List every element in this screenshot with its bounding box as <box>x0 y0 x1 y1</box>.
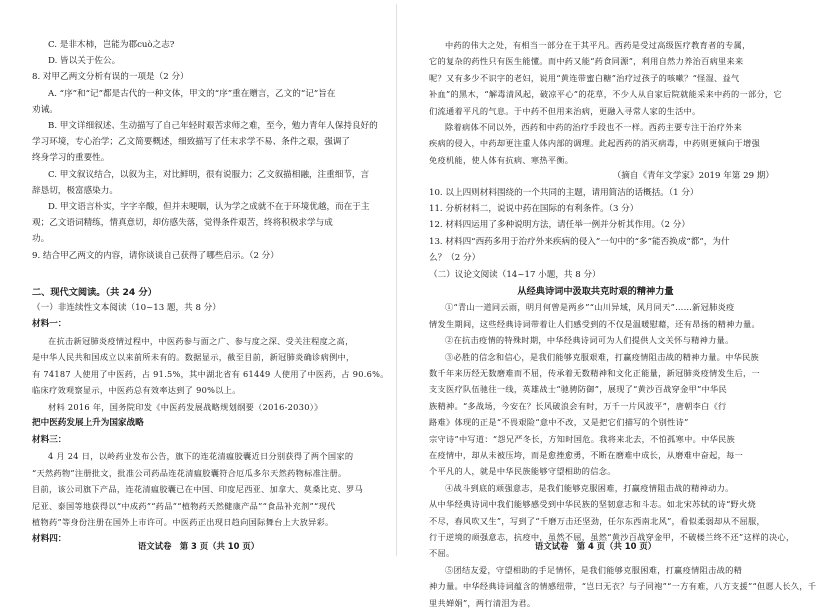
essay-line: 情发生期间，这些经典诗词带着让人们感受到的不仅是温暖慰藉，还有昂扬的精神力量。 <box>429 318 761 329</box>
material-line: 4 月 24 日，以岭药业发布公告，旗下的连花清瘟胶囊近日分别获得了两个国家的 <box>48 451 354 462</box>
essay-line: ⑤团结友爱，守望相助的手足情怀，是我们能够克服困难，打赢疫情阻击战的精 <box>445 564 743 575</box>
right-page-footer: 语文试卷 第 4 页（共 10 页） <box>534 541 657 551</box>
material-line: 目前，该公司旗下产品，连花清瘟胶囊已在中国、印度尼西亚、加拿大、莫桑比克、罗马 <box>32 484 364 495</box>
question-line: 13. 材料四“西药多用于治疗外来疾病的侵入”一句中的“多”能否换成“都”，为什 <box>429 236 730 247</box>
essay-line: 宗守诗”中写道：“怨兄严冬长，方知时国危。我将来北去，不怕孤寒中。中华民族 <box>429 433 736 444</box>
question-line: D. 皆以关于佐公。 <box>48 56 121 67</box>
source-citation: （摘自《青年文学家》2019 年第 29 期） <box>612 171 774 182</box>
material-title: 把中医药发展上升为国家战略 <box>32 418 144 429</box>
essay-line: 在疫情中，却从未被压垮，而是愈挫愈勇，不断在磨难中成长，从磨难中奋起，每一 <box>429 450 744 460</box>
subsection-title: （二）议论文阅读（14~17 小题，共 8 分） <box>429 269 601 280</box>
question-line: 12. 材料四运用了多种说明方法，请任举一例并分析其作用。（2 分） <box>429 220 690 231</box>
question-line: B. 甲文详细叙述、生动描写了自己年轻时艰苦求师之难，至今，勉力青年人保持良好的 <box>48 121 378 131</box>
question-line: C. 甲文叙议结合，以叙为主，对比鲜明，很有说服力；乙文叙描相融，注重细节，言 <box>48 169 370 180</box>
essay-line: 行于逆境的顽强意志，抗疫中，虽然不屈，虽然“黄沙百战穿金甲，不破楼兰终不还”这样的决心， <box>429 532 795 542</box>
essay-line: ②在抗击疫情的特殊时期，中华经典诗词可为人们提供人文关怀与精神力量。 <box>445 335 734 346</box>
paragraph-line: 它的复杂的药性只有医生能懂。而中药又能“药食同源”，利用自然力养治百病里来来 <box>429 56 744 67</box>
material-line: 尼亚、泰国等地获得以“中成药”“药品”“植物药天然健康产品”“食品补充剂”“现代 <box>32 500 336 511</box>
question-line: A. “序”和“记”都是古代的一种文体，甲文的“序”重在赠言，乙文的“记”旨在 <box>48 88 336 99</box>
paragraph-line: 疾病的侵入，中药却更注重人体内部的调理。此起西药的消灭病毒，中药则更倾向于增强 <box>429 138 761 149</box>
question-line: 9. 结合甲乙两文的内容，请你谈谈自己获得了哪些启示。（2 分） <box>32 250 279 261</box>
essay-line: 不尽，春风吹又生”，写到了“千磨万击还坚劲，任尔东西南北风”，看似柔弱却从不屈服， <box>429 515 765 526</box>
essay-line: 路难》体现的正是“不畏艰险“意中不改，又是把它们描写的个别性诗” <box>429 417 689 428</box>
essay-line: 从中华经典诗词中我们能够感受到中华民族的坚韧意志和斗志。如北宋苏轼的诗“野火烧 <box>429 499 757 510</box>
material-label: 材料一： <box>32 319 67 330</box>
essay-line: 神力量。中华经典诗词蕴含的情感纽带，“岂曰无衣？与子同袍”“一方有难，八方支援”“但愿人长久，千 <box>429 581 816 592</box>
material-label: 材料四： <box>32 533 67 544</box>
essay-line: 数千年来历经无数磨难而不屈，传承着无数精神和文化正能量，新冠肺炎疫情发生后，一 <box>429 368 761 378</box>
question-line: 终身学习的重要性。 <box>32 153 110 164</box>
essay-line: 族精神。“多战场，今安在？长风破浪会有时，万千一片风波平”，唐朝李白《行 <box>429 400 727 411</box>
question-line: 劝诫。 <box>32 104 58 115</box>
paragraph-line: 补血”的黑木，“解毒清风起，破凉平心”的花草，不少人从自家后院就能采来中药的一部分，它 <box>429 89 782 100</box>
essay-title: 从经典诗词中汲取共克时艰的精神力量 <box>517 286 674 297</box>
paragraph-line: 们流通着平凡的气息。于中药不但用来治病，更融入寻常人家的生活中。 <box>429 105 701 116</box>
essay-line: 不屈。 <box>429 548 455 559</box>
right-page <box>397 0 816 608</box>
material-line: 在抗击新冠肺炎疫情过程中，中医药参与面之广、参与度之深、受关注程度之高， <box>48 335 354 346</box>
material-line: 临床疗效观察显示，中医药总有效率达到了 90%以上。 <box>32 385 241 396</box>
essay-line: 个平凡的人，就是中华民族能够守望相助的信念。 <box>429 466 616 477</box>
left-page-footer: 语文试卷 第 3 页（共 10 页） <box>137 541 260 551</box>
material-line: 有 74187 人使用了中医药，占 91.5%，其中湖北省有 61449 人使用了中医药，占 90.6%。 <box>32 368 389 379</box>
material-line: 植物药”等身份注册在国外上市许可。中医药正出现日趋向国际舞台上大放异彩。 <box>32 517 334 528</box>
paragraph-line: 呢？又有多少不识字的老妇，说用“黄连带蜜白糖”治疗过孩子的咳嗽？“怪湿、益气 <box>429 72 740 83</box>
question-line: 观；乙文语词精练，情真意切，却仿感失落，觉得条件艰苦，终将积极求学与成 <box>32 218 333 229</box>
material-line: 是中华人民共和国成立以来前所未有的。数据显示，截至目前，新冠肺炎确诊病例中， <box>32 352 355 363</box>
question-line: 么？（2 分） <box>429 253 481 264</box>
section-title: 二、现代文阅读。（共 24 分） <box>32 286 157 298</box>
question-line: D. 甲文语言朴实，字字辛酸，但并未哽咽，认为学之成就不在于环境优越，而在于主 <box>48 202 370 212</box>
question-line: 8. 对甲乙两文分析有误的一项是（2 分） <box>32 72 189 83</box>
question-line: C. 是非木柿，岂能为郡cuò之志? <box>48 40 175 50</box>
question-line: 功。 <box>32 234 50 245</box>
paragraph-line: 除着病体不同以外，西药和中药的治疗手段也不一样。西药主要专注于治疗外来 <box>445 122 743 132</box>
essay-line: ①“青山一道同云雨，明月何曾是两乡”“山川异域，风月同天”……新冠肺炎疫 <box>445 302 735 313</box>
material-source: 材料 2016 年，国务院印发《中医药发展战略规划纲要（2016-2030）》 <box>48 401 323 412</box>
material-label: 材料三： <box>32 434 67 445</box>
paragraph-line: 中药的伟大之处，有相当一部分在于其平凡。西药是受过高级医疗教育者的专属， <box>445 40 751 50</box>
essay-line: 支支医疗队伍驰往一线，英雄战士“驰骋防御”，展现了“黄沙百战穿金甲”中华民 <box>429 384 728 395</box>
question-line: 学习环境，专心治学；乙文简要概述，细致描写了任末求学不易、条件之艰，强调了 <box>32 137 350 148</box>
essay-line: 里共婵娟”，两行清泪为君。 <box>429 597 536 608</box>
question-line: 10. 以上四则材料围绕的一个共同的主题，请用简洁的话概括。（1 分） <box>429 187 699 198</box>
paragraph-line: 免疫机能，使人体有抗病、寒热平衡。 <box>429 154 574 165</box>
essay-line: ③必胜的信念和信心，是我们能够克服艰难，打赢疫情阻击战的精神力量。中华民族 <box>445 351 760 362</box>
subsection-title: （一）非连续性文本阅读（10~13 题，共 8 分） <box>32 302 221 313</box>
left-page <box>0 0 397 560</box>
question-line: 11. 分析材料二，说说中药在国际的有利条件。（3 分） <box>429 204 639 214</box>
question-line: 辞恳切，极富感染力。 <box>32 185 118 196</box>
material-line: “天然药物”注册批文，批准公司药品连花清瘟胶囊符合厄瓜多尔天然药物标准注册。 <box>32 467 347 478</box>
essay-line: ④战斗到底的顽强意志，是我们能够克服困难，打赢疫情阻击战的精神动力。 <box>445 482 734 493</box>
